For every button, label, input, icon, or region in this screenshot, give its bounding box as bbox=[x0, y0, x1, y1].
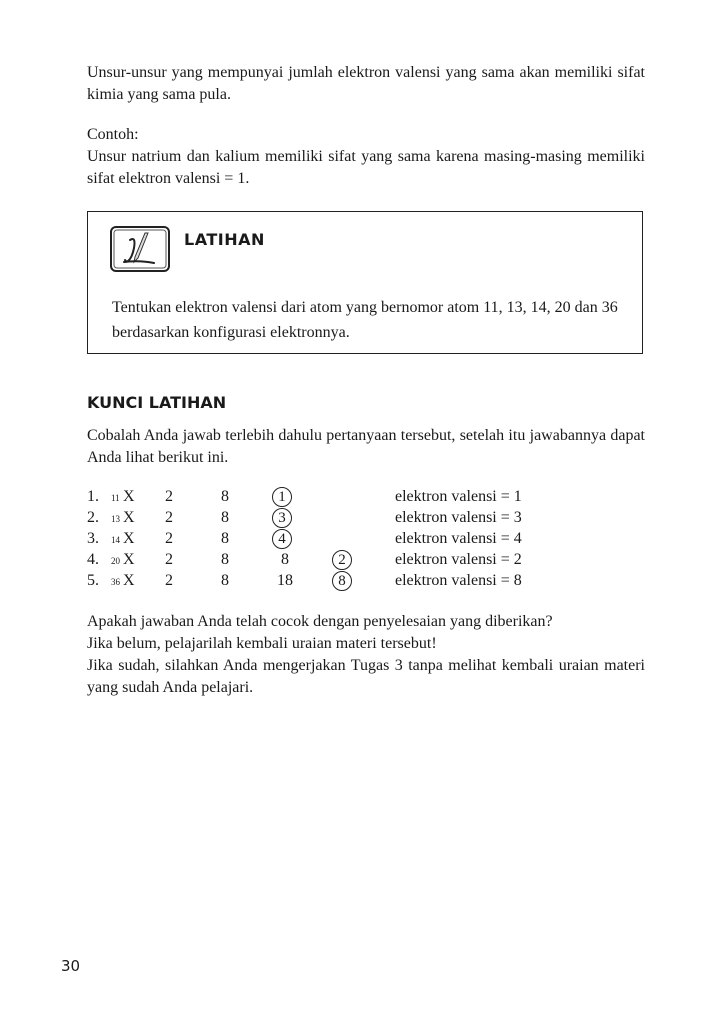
intro-paragraph: Unsur-unsur yang mempunyai jumlah elektron valensi yang sama akan memiliki sifat kimia yang sama pula. bbox=[87, 64, 645, 103]
shell-4: 2 bbox=[332, 549, 352, 570]
pen-writing-icon bbox=[110, 226, 170, 272]
row-number: 5. bbox=[87, 572, 99, 589]
shell-1: 2 bbox=[165, 530, 173, 547]
row-number: 2. bbox=[87, 509, 99, 526]
answer-row bbox=[87, 549, 647, 570]
shell-1: 2 bbox=[165, 572, 173, 589]
answer-row bbox=[87, 507, 647, 528]
shell-2: 8 bbox=[221, 509, 229, 526]
closing-line-3: Jika sudah, silahkan Anda mengerjakan Tugas 3 tanpa melihat kembali uraian materi yang sudah Anda pelajari. bbox=[87, 657, 645, 696]
kunci-intro: Cobalah Anda jawab terlebih dahulu pertanyaan tersebut, setelah itu jawabannya dapat Anda lihat berikut ini. bbox=[87, 427, 645, 466]
closing-line-1: Apakah jawaban Anda telah cocok dengan penyelesaian yang diberikan? bbox=[87, 613, 553, 630]
valence-result: elektron valensi = 2 bbox=[395, 551, 522, 568]
element-symbol: X bbox=[123, 572, 135, 589]
shell-3: 8 bbox=[281, 551, 289, 568]
shell-2: 8 bbox=[221, 488, 229, 505]
atomic-number: 14 bbox=[111, 535, 120, 545]
shell-1: 2 bbox=[165, 488, 173, 505]
shell-4: 8 bbox=[332, 570, 352, 591]
atomic-number: 11 bbox=[111, 493, 120, 503]
element-symbol: X bbox=[123, 488, 135, 505]
element-symbol: X bbox=[123, 509, 135, 526]
shell-3: 3 bbox=[272, 507, 292, 528]
latihan-text: Tentukan elektron valensi dari atom yang bernomor atom 11, 13, 14, 20 dan 36 berdasarkan konfigurasi elektronnya. bbox=[112, 299, 618, 341]
atomic-number: 13 bbox=[111, 514, 120, 524]
element-symbol: X bbox=[123, 551, 135, 568]
closing-line-2: Jika belum, pelajarilah kembali uraian materi tersebut! bbox=[87, 635, 437, 652]
atomic-number bbox=[111, 507, 120, 530]
valence-result: elektron valensi = 1 bbox=[395, 488, 522, 505]
valence-result: elektron valensi = 8 bbox=[395, 572, 522, 589]
page-number: 30 bbox=[61, 957, 81, 975]
shell-1: 2 bbox=[165, 551, 173, 568]
atomic-number bbox=[111, 549, 120, 572]
answer-row bbox=[87, 486, 647, 507]
valence-result: elektron valensi = 3 bbox=[395, 509, 522, 526]
contoh-text: Unsur natrium dan kalium memiliki sifat yang sama karena masing-masing memiliki sifat elektron valensi = 1. bbox=[87, 148, 645, 187]
valence-result: elektron valensi = 4 bbox=[395, 530, 522, 547]
answer-row bbox=[87, 570, 647, 591]
atomic-number bbox=[111, 528, 120, 551]
row-number: 4. bbox=[87, 551, 99, 568]
atomic-number bbox=[111, 486, 120, 509]
shell-2: 8 bbox=[221, 572, 229, 589]
kunci-latihan-title: KUNCI LATIHAN bbox=[87, 393, 227, 412]
shell-3: 18 bbox=[277, 572, 293, 589]
atomic-number: 36 bbox=[111, 577, 120, 587]
element-symbol: X bbox=[123, 530, 135, 547]
shell-2: 8 bbox=[221, 530, 229, 547]
shell-3: 4 bbox=[272, 528, 292, 549]
row-number: 3. bbox=[87, 530, 99, 547]
latihan-title: LATIHAN bbox=[184, 230, 265, 249]
shell-3: 1 bbox=[272, 486, 292, 507]
contoh-label: Contoh: bbox=[87, 126, 139, 143]
atomic-number bbox=[111, 570, 120, 593]
shell-2: 8 bbox=[221, 551, 229, 568]
atomic-number: 20 bbox=[111, 556, 120, 566]
row-number: 1. bbox=[87, 488, 99, 505]
answer-row bbox=[87, 528, 647, 549]
shell-1: 2 bbox=[165, 509, 173, 526]
